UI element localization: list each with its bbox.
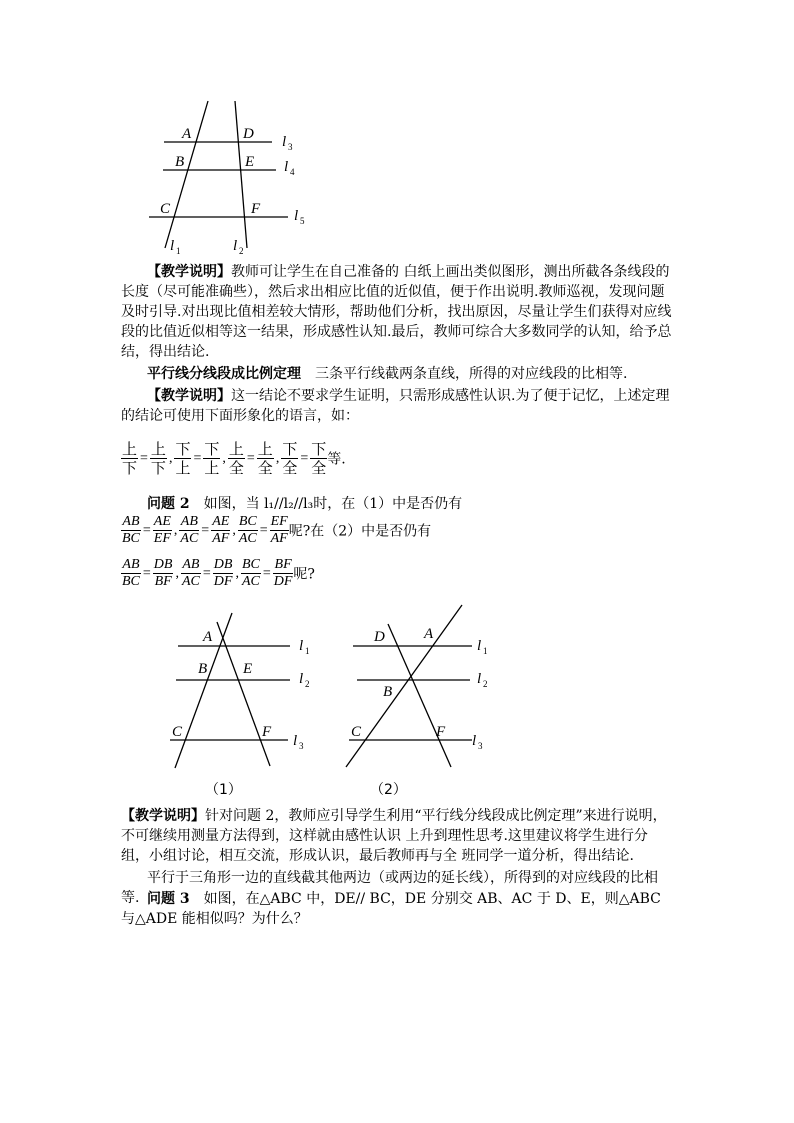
teaching-note-text: 教师可让学生在自己准备的 白纸上画出类似图形，测出所截各条线段的长度（尽可能准确些），然后求出相应比值的近似值，便于作出说明.教师巡视，发现问题及时引导.对出现比值相差较大情形，帮助他们分析，找出原因，尽量让学生们获得对应线段的比值近似相等这一结果，形成感性认知.最后，教师可综合大多数同学的认知，给予总结，得出结论. xyxy=(121,264,672,360)
mnemonic-equation: $\frac{\text{上}}{\text{下}}$ = $\frac{\text{上}}{\text{下}}$ , $\frac{\text{下}}{\text{上}}$ = $\frac{\text{下}}{\text{上}}$ , $\frac{\text{上}}{\text{全}}$ = $\frac{\text{上}}{\text{全}}$ , $\frac{\text{下}}{\text{全}}$ = $\frac{\text{下}}{\text{全}}$ 等. xyxy=(122,440,346,477)
label-l3: l xyxy=(472,733,477,749)
label-l3-sub: 3 xyxy=(478,741,483,751)
figure-caption-2: （2） xyxy=(370,782,407,798)
label-C: C xyxy=(172,724,183,740)
label-E: E xyxy=(245,154,255,170)
label-l1: l xyxy=(170,238,175,254)
label-l1-sub: 1 xyxy=(305,646,310,656)
fraction: $\frac{\text{上}}{\text{全}}$ xyxy=(257,440,273,477)
label-F: F xyxy=(436,724,446,740)
fraction: $\frac{\text{下}}{\text{上}}$ xyxy=(175,440,191,477)
label-l2: l xyxy=(233,238,238,254)
fraction: $\frac{DB}{DF}$ xyxy=(213,557,233,589)
label-l1: l xyxy=(477,638,482,654)
ratio-line-1: $\frac{AB}{BC}$ = $\frac{AE}{EF}$ , $\frac{AB}{AC}$ = $\frac{AE}{AF}$ , $\frac{BC}{AC}$ = $\frac{EF}{AF}$ 呢?在（2）中是否仍有 xyxy=(122,514,432,546)
teaching-note-tag: 【教学说明】 xyxy=(147,388,231,404)
label-l3-sub: 3 xyxy=(299,741,304,751)
label-l3: l xyxy=(293,733,298,749)
label-l5: l xyxy=(294,208,299,224)
label-l4: l xyxy=(284,159,289,175)
label-D: D xyxy=(243,126,254,142)
label-C: C xyxy=(160,201,171,217)
label-l4-sub: 4 xyxy=(290,167,295,177)
fraction: $\frac{DB}{BF}$ xyxy=(153,557,173,589)
ratio-line-2: $\frac{AB}{BC}$ = $\frac{DB}{BF}$ , $\frac{AB}{AC}$ = $\frac{DB}{DF}$ , $\frac{BC}{AC}$ = $\frac{BF}{DF}$ 呢? xyxy=(122,557,315,589)
fraction: $\frac{\text{上}}{\text{全}}$ xyxy=(228,440,244,477)
theorem-text: 三条平行线截两条直线，所得的对应线段的比相等. xyxy=(301,366,628,382)
label-l2-sub: 2 xyxy=(239,246,244,256)
teaching-note-text: 针对问题 2，教师应引导学生利用“平行线分线段成比例定理”来进行说明，不可继续用测量方法得到，这样就由感性认识 上升到理性思考.这里建议将学生进行分组，小组讨论，相互交流，形成认识，最后教师再与全 班同学一道分析，得出结论. xyxy=(121,808,667,864)
label-l3-sub: 3 xyxy=(288,142,293,152)
fraction: $\frac{BC}{AC}$ xyxy=(241,557,260,589)
fraction: $\frac{AB}{AC}$ xyxy=(181,557,200,589)
label-l1-sub: 1 xyxy=(176,246,181,256)
fraction: $\frac{\text{上}}{\text{下}}$ xyxy=(122,440,138,477)
label-B: B xyxy=(383,684,393,700)
figure-caption-1: （1） xyxy=(205,782,242,798)
line-transversal-1 xyxy=(346,605,462,767)
problem-3-title: 问题 3 xyxy=(147,891,190,907)
fraction: $\frac{AB}{BC}$ xyxy=(122,514,140,546)
label-C: C xyxy=(351,724,362,740)
fraction: $\frac{\text{下}}{\text{全}}$ xyxy=(311,440,327,477)
label-A: A xyxy=(182,126,192,142)
problem-2-title: 问题 2 xyxy=(147,496,190,512)
label-l3: l xyxy=(282,134,287,150)
fraction: $\frac{EF}{AF}$ xyxy=(270,514,288,546)
label-B: B xyxy=(175,154,185,170)
problem-3 xyxy=(121,889,673,929)
corollary: 平行于三角形一边的直线截其他两边（或两边的延长线），所得到的对应线段的比相等. xyxy=(121,870,658,906)
theorem-title: 平行线分线段成比例定理 xyxy=(147,366,301,382)
label-A: A xyxy=(424,626,434,642)
fraction: $\frac{\text{下}}{\text{全}}$ xyxy=(282,440,298,477)
label-D: D xyxy=(374,629,385,645)
fraction: $\frac{BC}{AC}$ xyxy=(238,514,257,546)
fraction: $\frac{AB}{AC}$ xyxy=(180,514,199,546)
fraction: $\frac{AB}{BC}$ xyxy=(122,557,140,589)
fraction: $\frac{\text{上}}{\text{下}}$ xyxy=(150,440,166,477)
teaching-note-tag: 【教学说明】 xyxy=(147,264,231,280)
label-l5-sub: 5 xyxy=(300,216,305,226)
teaching-note-text: 这一结论不要求学生证明，只需形成感性认识.为了便于记忆，上述定理的结论可使用下面形象化的语言，如： xyxy=(121,388,670,424)
teaching-note-tag: 【教学说明】 xyxy=(121,808,205,824)
fraction: $\frac{AE}{EF}$ xyxy=(153,514,171,546)
problem-2-text: 如图，当 l₁//l₂//l₃时，在（1）中是否仍有 xyxy=(189,496,463,512)
fraction: $\frac{\text{下}}{\text{上}}$ xyxy=(204,440,220,477)
label-l1: l xyxy=(299,638,304,654)
label-l1-sub: 1 xyxy=(483,646,488,656)
label-l2-sub: 2 xyxy=(483,679,488,689)
teaching-note-3 xyxy=(121,806,673,866)
label-B: B xyxy=(198,661,208,677)
label-F: F xyxy=(262,724,272,740)
fraction: $\frac{BF}{DF}$ xyxy=(273,557,293,589)
label-l2-sub: 2 xyxy=(305,679,310,689)
label-E: E xyxy=(243,661,253,677)
problem-3-text: 如图，在△ABC 中，DE// BC，DE 分别交 AB、AC 于 D、E，则△ABC 与△ADE 能相似吗？为什么？ xyxy=(121,891,661,927)
label-F: F xyxy=(251,201,261,217)
label-l2: l xyxy=(299,671,304,687)
label-A: A xyxy=(203,629,213,645)
fraction: $\frac{AE}{AF}$ xyxy=(212,514,230,546)
label-l2: l xyxy=(477,671,482,687)
